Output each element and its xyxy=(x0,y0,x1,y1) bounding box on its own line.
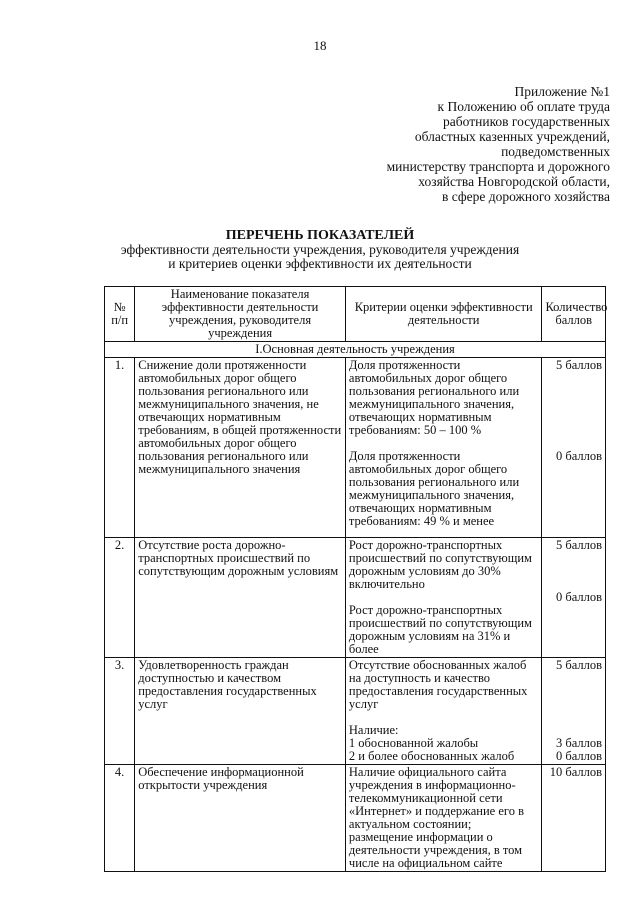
criterion: Рост дорожно-транспортных происшествий по сопутствующим дорожным условиям до 30% включительно xyxy=(348,538,532,591)
row-points xyxy=(542,358,606,538)
section-row xyxy=(105,342,606,358)
criterion: Наличие официального сайта учреждения в информационно-телекоммуникационной сети «Интернет» и поддержание его в актуальном состоянии; размещение информации о деятельности учреждения, в том числе на официальном сайте xyxy=(348,765,524,870)
appendix-header xyxy=(387,84,610,204)
criterion: Рост дорожно-транспортных происшествий по сопутствующим дорожным условиям на 31% и более xyxy=(348,603,532,656)
appendix-line: к Положению об оплате труда xyxy=(437,99,610,114)
appendix-line: в сфере дорожного хозяйства xyxy=(441,189,610,204)
row-criteria xyxy=(345,658,542,765)
criterion: Доля протяженности автомобильных дорог общего пользования регионального или межмуниципального значения, отвечающих нормативным требованиям: 49 % и менее xyxy=(348,449,520,528)
row-criteria xyxy=(345,358,542,538)
row-criteria xyxy=(345,538,542,658)
subtitle-line: эффективности деятельности учреждения, руководителя учреждения xyxy=(120,242,520,257)
table-header-row xyxy=(105,287,606,342)
row-points xyxy=(542,765,606,872)
indicators-table xyxy=(104,286,606,872)
subtitle-line: и критериев оценки эффективности их деятельности xyxy=(168,256,472,271)
row-name: Удовлетворенность граждан доступностью и качеством предоставления государственных услуг xyxy=(135,658,346,765)
appendix-line: работников государственных xyxy=(443,114,610,129)
section-title: I.Основная деятельность учреждения xyxy=(105,342,606,358)
points-value: 5 баллов xyxy=(555,658,602,672)
header-name: Наименование показателя эффективности деятельности учреждения, руководителя учреждения xyxy=(135,287,346,342)
points-value: 5 баллов xyxy=(555,358,602,372)
table-row xyxy=(105,358,606,538)
row-num: 1. xyxy=(105,358,135,538)
points-value: 3 баллов xyxy=(555,736,602,750)
points-value: 0 баллов xyxy=(555,590,602,604)
appendix-line: подведомственных xyxy=(501,144,610,159)
table-row xyxy=(105,538,606,658)
row-points xyxy=(542,538,606,658)
row-criteria xyxy=(345,765,542,872)
row-name: Снижение доли протяженности автомобильных дорог общего пользования регионального или межмуниципального значения, не отвечающих нормативным требованиям, в общей протяженности автомобильных дорог общего пользования регионального или межмуниципального значения xyxy=(135,358,346,538)
points-value: 10 баллов xyxy=(549,765,602,779)
header-points: Количество баллов xyxy=(542,287,606,342)
header-num: № п/п xyxy=(105,287,135,342)
criterion: 1 обоснованной жалобы xyxy=(348,736,479,750)
appendix-line: хозяйства Новгородской области, xyxy=(418,174,610,189)
page-number: 18 xyxy=(313,38,327,53)
document-subtitle xyxy=(0,243,640,271)
points-value: 5 баллов xyxy=(555,538,602,552)
row-num: 3. xyxy=(105,658,135,765)
appendix-line: областных казенных учреждений, xyxy=(414,129,610,144)
header-criteria: Критерии оценки эффективности деятельности xyxy=(345,287,542,342)
appendix-line: министерству транспорта и дорожного xyxy=(386,159,610,174)
row-points xyxy=(542,658,606,765)
appendix-line: Приложение №1 xyxy=(514,84,610,99)
points-value: 0 баллов xyxy=(555,749,602,763)
row-name: Обеспечение информационной открытости учреждения xyxy=(135,765,346,872)
criterion: Доля протяженности автомобильных дорог общего пользования регионального или межмуниципального значения, отвечающих нормативным требованиям: 50 – 100 % xyxy=(348,358,520,437)
points-value: 0 баллов xyxy=(555,449,602,463)
criterion: Наличие: xyxy=(348,723,399,737)
document-title: ПЕРЕЧЕНЬ ПОКАЗАТЕЛЕЙ xyxy=(225,228,415,243)
criterion: Отсутствие обоснованных жалоб на доступность и качество предоставления государственных услуг xyxy=(348,658,528,711)
row-num: 2. xyxy=(105,538,135,658)
row-num: 4. xyxy=(105,765,135,872)
criterion: 2 и более обоснованных жалоб xyxy=(348,749,515,763)
table-row xyxy=(105,765,606,872)
table-row xyxy=(105,658,606,765)
row-name: Отсутствие роста дорожно-транспортных происшествий по сопутствующим дорожным условиям xyxy=(135,538,346,658)
